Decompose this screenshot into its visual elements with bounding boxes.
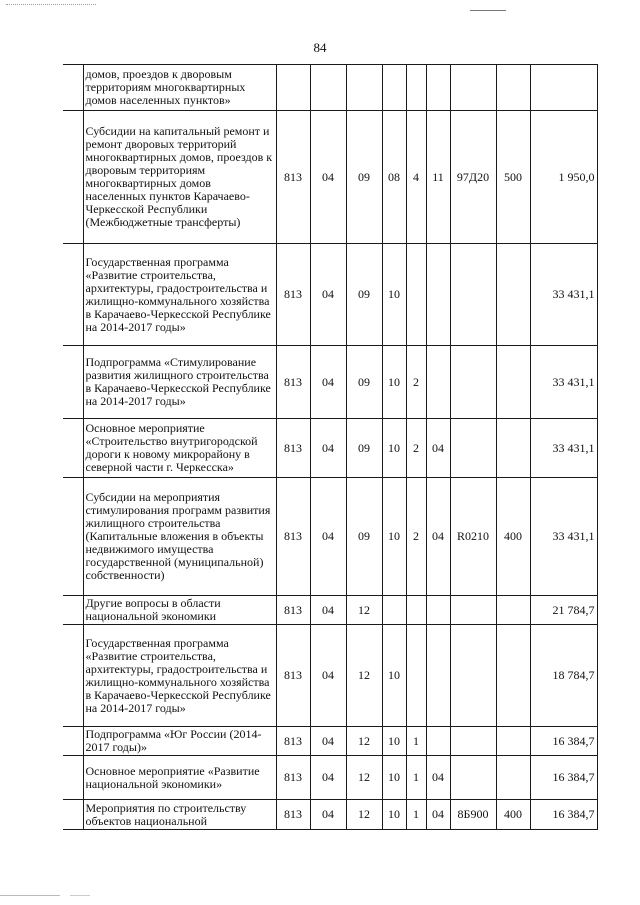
expense-type-cell xyxy=(496,596,530,625)
admin-code-cell: 813 xyxy=(276,478,310,596)
direction-code-cell: 8Б900 xyxy=(450,800,496,830)
subprogram-code-cell xyxy=(406,625,426,727)
table-row xyxy=(63,65,597,111)
subprogram-code-cell: 1 xyxy=(406,756,426,800)
subsection-code-cell: 12 xyxy=(346,596,382,625)
expense-type-cell xyxy=(496,625,530,727)
row-description: домов, проездов к дворовым территориям многоквартирных домов населенных пунктов» xyxy=(83,65,276,111)
subsection-code-cell: 09 xyxy=(346,478,382,596)
table-row xyxy=(63,596,597,625)
event-code-cell xyxy=(426,727,450,756)
subsection-code-cell: 12 xyxy=(346,625,382,727)
row-description: Государственная программа «Развитие строительства, архитектуры, градостроительства и жилищно-коммунального хозяйства в Карачаево-Черкесской Республике на 2014-2017 годы» xyxy=(83,625,276,727)
program-code-cell: 10 xyxy=(382,727,406,756)
event-code-cell: 04 xyxy=(426,800,450,830)
admin-code-cell: 813 xyxy=(276,625,310,727)
table-row xyxy=(63,111,597,244)
direction-code-cell xyxy=(450,244,496,346)
row-description: Подпрограмма «Стимулирование развития жилищного строительства в Карачаево-Черкесской Республике на 2014-2017 годы» xyxy=(83,346,276,419)
page-number: 84 xyxy=(313,40,327,55)
row-description: Основное мероприятие «Строительство внутригородской дороги к новому микрорайону в северной части г. Черкесска» xyxy=(83,419,276,478)
admin-code-cell: 813 xyxy=(276,111,310,244)
scan-artifact-bottom xyxy=(0,895,60,896)
row-margin-cell xyxy=(63,419,83,478)
row-margin-cell xyxy=(63,244,83,346)
event-code-cell xyxy=(426,244,450,346)
subprogram-code-cell xyxy=(406,244,426,346)
admin-code-cell: 813 xyxy=(276,727,310,756)
subsection-code-cell xyxy=(346,65,382,111)
row-description: Государственная программа «Развитие строительства, архитектуры, градостроительства и жилищно-коммунального хозяйства в Карачаево-Черкесской Республике на 2014-2017 годы» xyxy=(83,244,276,346)
row-margin-cell xyxy=(63,727,83,756)
subsection-code-cell: 12 xyxy=(346,800,382,830)
program-code-cell xyxy=(382,596,406,625)
subsection-code-cell: 09 xyxy=(346,346,382,419)
program-code-cell: 10 xyxy=(382,244,406,346)
direction-code-cell: 97Д20 xyxy=(450,111,496,244)
row-description: Субсидии на мероприятия стимулирования программ развития жилищного строительства (Капитальные вложения в объекты недвижимого имущества государственной (муниципальной) собственности) xyxy=(83,478,276,596)
row-margin-cell xyxy=(63,111,83,244)
admin-code-cell: 813 xyxy=(276,596,310,625)
row-description: Основное мероприятие «Развитие национальной экономики» xyxy=(83,756,276,800)
top-rule-line xyxy=(470,10,506,11)
section-code-cell: 04 xyxy=(310,756,346,800)
section-code-cell: 04 xyxy=(310,596,346,625)
section-code-cell: 04 xyxy=(310,346,346,419)
amount-cell: 18 784,7 xyxy=(530,625,597,727)
row-margin-cell xyxy=(63,756,83,800)
row-margin-cell xyxy=(63,65,83,111)
table-row xyxy=(63,419,597,478)
subprogram-code-cell: 2 xyxy=(406,478,426,596)
program-code-cell: 10 xyxy=(382,478,406,596)
admin-code-cell xyxy=(276,65,310,111)
subprogram-code-cell xyxy=(406,596,426,625)
program-code-cell: 10 xyxy=(382,756,406,800)
amount-cell: 33 431,1 xyxy=(530,244,597,346)
row-description: Мероприятия по строительству объектов национальной xyxy=(83,800,276,830)
subprogram-code-cell: 1 xyxy=(406,800,426,830)
table-row xyxy=(63,756,597,800)
row-description: Другие вопросы в области национальной экономики xyxy=(83,596,276,625)
budget-table xyxy=(63,64,598,830)
direction-code-cell xyxy=(450,346,496,419)
row-description: Подпрограмма «Юг России (2014-2017 годы)» xyxy=(83,727,276,756)
amount-cell: 33 431,1 xyxy=(530,478,597,596)
amount-cell: 16 384,7 xyxy=(530,800,597,830)
expense-type-cell: 500 xyxy=(496,111,530,244)
subsection-code-cell: 12 xyxy=(346,727,382,756)
table-row xyxy=(63,244,597,346)
budget-table-body xyxy=(63,65,597,830)
table-row xyxy=(63,727,597,756)
section-code-cell: 04 xyxy=(310,419,346,478)
event-code-cell xyxy=(426,625,450,727)
amount-cell: 16 384,7 xyxy=(530,756,597,800)
program-code-cell: 10 xyxy=(382,419,406,478)
table-row xyxy=(63,346,597,419)
row-margin-cell xyxy=(63,478,83,596)
direction-code-cell xyxy=(450,625,496,727)
program-code-cell: 10 xyxy=(382,346,406,419)
event-code-cell xyxy=(426,65,450,111)
subsection-code-cell: 09 xyxy=(346,419,382,478)
event-code-cell: 04 xyxy=(426,756,450,800)
direction-code-cell xyxy=(450,419,496,478)
scan-artifact-top-left xyxy=(6,4,96,9)
program-code-cell: 10 xyxy=(382,800,406,830)
subprogram-code-cell: 1 xyxy=(406,727,426,756)
program-code-cell xyxy=(382,65,406,111)
expense-type-cell xyxy=(496,727,530,756)
expense-type-cell xyxy=(496,756,530,800)
admin-code-cell: 813 xyxy=(276,756,310,800)
section-code-cell: 04 xyxy=(310,727,346,756)
amount-cell: 33 431,1 xyxy=(530,419,597,478)
direction-code-cell: R0210 xyxy=(450,478,496,596)
amount-cell: 1 950,0 xyxy=(530,111,597,244)
admin-code-cell: 813 xyxy=(276,800,310,830)
section-code-cell xyxy=(310,65,346,111)
amount-cell: 33 431,1 xyxy=(530,346,597,419)
subprogram-code-cell: 2 xyxy=(406,346,426,419)
subsection-code-cell: 09 xyxy=(346,111,382,244)
section-code-cell: 04 xyxy=(310,625,346,727)
expense-type-cell xyxy=(496,244,530,346)
event-code-cell: 04 xyxy=(426,478,450,596)
subprogram-code-cell xyxy=(406,65,426,111)
direction-code-cell xyxy=(450,596,496,625)
admin-code-cell: 813 xyxy=(276,244,310,346)
scan-artifact-bottom-2 xyxy=(70,895,90,896)
event-code-cell xyxy=(426,346,450,419)
direction-code-cell xyxy=(450,756,496,800)
event-code-cell: 04 xyxy=(426,419,450,478)
row-margin-cell xyxy=(63,800,83,830)
subsection-code-cell: 09 xyxy=(346,244,382,346)
admin-code-cell: 813 xyxy=(276,346,310,419)
amount-cell xyxy=(530,65,597,111)
expense-type-cell xyxy=(496,65,530,111)
event-code-cell xyxy=(426,596,450,625)
amount-cell: 16 384,7 xyxy=(530,727,597,756)
subprogram-code-cell: 2 xyxy=(406,419,426,478)
row-margin-cell xyxy=(63,596,83,625)
row-margin-cell xyxy=(63,625,83,727)
subprogram-code-cell: 4 xyxy=(406,111,426,244)
table-row xyxy=(63,625,597,727)
table-row xyxy=(63,800,597,830)
program-code-cell: 08 xyxy=(382,111,406,244)
expense-type-cell xyxy=(496,419,530,478)
section-code-cell: 04 xyxy=(310,478,346,596)
section-code-cell: 04 xyxy=(310,244,346,346)
amount-cell: 21 784,7 xyxy=(530,596,597,625)
expense-type-cell: 400 xyxy=(496,478,530,596)
admin-code-cell: 813 xyxy=(276,419,310,478)
row-description: Субсидии на капитальный ремонт и ремонт дворовых территорий многоквартирных домов, проездов к дворовым территориям многоквартирных домов населенных пунктов Карачаево-Черкесской Республики (Межбюджетные трансферты) xyxy=(83,111,276,244)
event-code-cell: 11 xyxy=(426,111,450,244)
section-code-cell: 04 xyxy=(310,800,346,830)
section-code-cell: 04 xyxy=(310,111,346,244)
direction-code-cell xyxy=(450,65,496,111)
expense-type-cell: 400 xyxy=(496,800,530,830)
table-row xyxy=(63,478,597,596)
program-code-cell: 10 xyxy=(382,625,406,727)
row-margin-cell xyxy=(63,346,83,419)
subsection-code-cell: 12 xyxy=(346,756,382,800)
expense-type-cell xyxy=(496,346,530,419)
direction-code-cell xyxy=(450,727,496,756)
